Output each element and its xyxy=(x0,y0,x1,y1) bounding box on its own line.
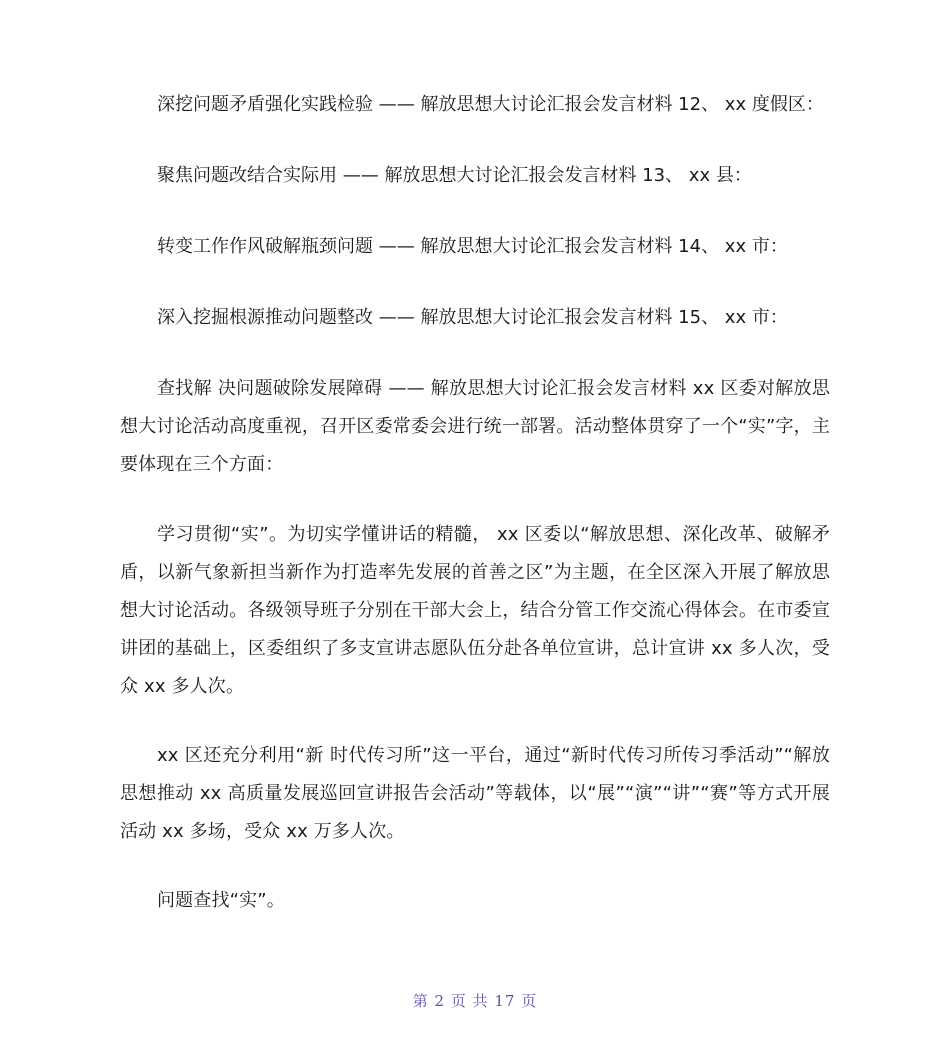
body-paragraph: 问题查找“实”。 xyxy=(157,890,285,911)
body-paragraph: 学习贯彻“实”。为切实学懂讲话的精髓， xx 区委以“解放思想、深化改革、破解矛盾，以新气象新担当新作为打造率先发展的首善之区”为主题，在全区深入开展了解放思想大讨论活动。各级领导班子分别在干部大会上，结合分管工作交流心得体会。在市委宣讲团的基础上，区委组织了多支宣讲志愿队伍分赴各单位宣讲，总计宣讲 xx 多人次，受众 xx 多人次。 xyxy=(120,524,830,697)
text-line: 聚焦问题改结合实际用 —— 解放思想大讨论汇报会发言材料 13、 xx 县： xyxy=(157,165,752,186)
text-line: 深挖问题矛盾强化实践检验 —— 解放思想大讨论汇报会发言材料 12、 xx 度假区： xyxy=(157,94,824,115)
body-paragraph: xx 区还充分利用“新 时代传习所”这一平台，通过“新时代传习所传习季活动”“解放思想推动 xx 高质量发展巡回宣讲报告会活动”等载体，以“展”“演”“讲”“赛”等方式开展活动 xx 多场，受众 xx 万多人次。 xyxy=(120,745,830,842)
text-line: 深入挖掘根源推动问题整改 —— 解放思想大讨论汇报会发言材料 15、 xx 市： xyxy=(157,307,788,328)
body-paragraph: 查找解 决问题破除发展障碍 —— 解放思想大讨论汇报会发言材料 xx 区委对解放思想大讨论活动高度重视，召开区委常委会进行统一部署。活动整体贯穿了一个“实”字，主要体现在三个方面： xyxy=(120,378,830,475)
page-indicator: 第 2 页 共 17 页 xyxy=(412,992,538,1010)
text-line: 转变工作作风破解瓶颈问题 —— 解放思想大讨论汇报会发言材料 14、 xx 市： xyxy=(157,236,788,257)
